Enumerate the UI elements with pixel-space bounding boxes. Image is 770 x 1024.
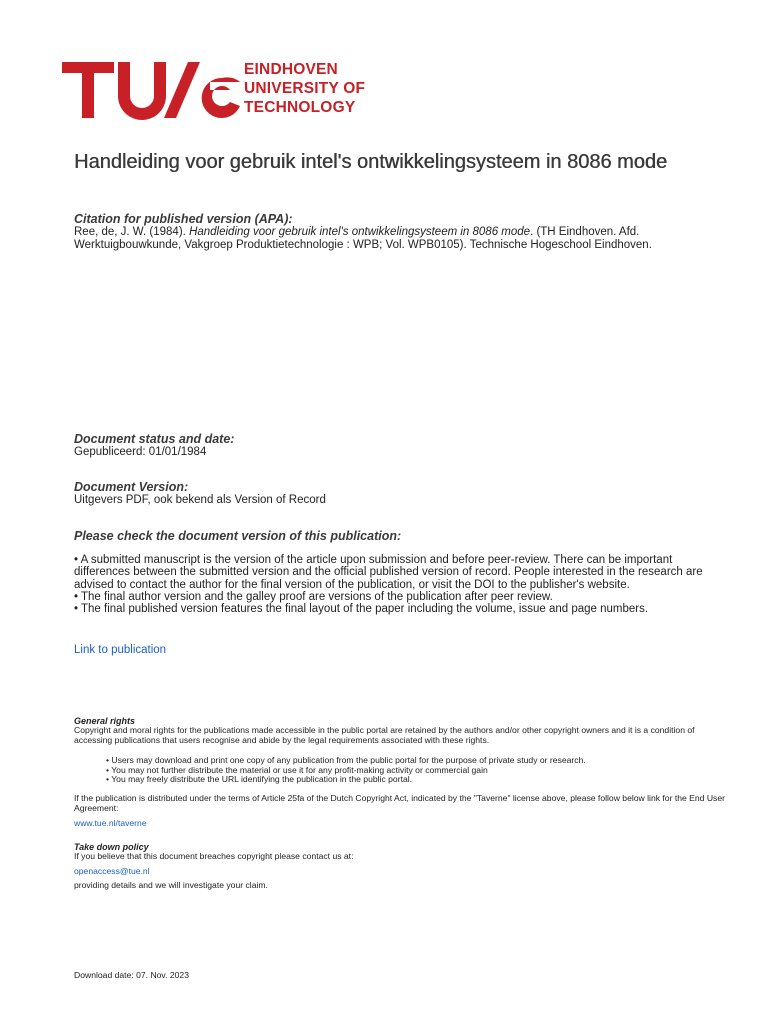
rights-item: • Users may download and print one copy of any publication from the public portal for the purpose of private study or research. [106, 755, 586, 765]
taverne-text: If the publication is distributed under the terms of Article 25fa of the Dutch Copyright Act, indicated by the "Taverne" license above, please follow below link for the End User Agreement: [74, 793, 725, 813]
university-name-line-3: TECHNOLOGY [244, 99, 356, 116]
citation-label: Citation for published version (APA): [74, 212, 293, 226]
version-value: Uitgevers PDF, ook bekend als Version of Record [74, 494, 326, 506]
check-item: • The final author version and the galley proof are versions of the publication after peer review. [74, 590, 553, 603]
taverne-section [74, 794, 734, 813]
document-title: Handleiding voor gebruik intel's ontwikkelingsysteem in 8086 mode [74, 151, 668, 173]
general-rights-section [74, 716, 734, 745]
check-item: • A submitted manuscript is the version of the article upon submission and before peer-review. There can be important differences between the submitted version and the official published version of record. People interested in the research are advised to contact the author for the final version of the publication, or visit the DOI to the publisher's website. [74, 554, 703, 591]
takedown-text: If you believe that this document breaches copyright please contact us at: [74, 851, 354, 861]
status-section [74, 432, 724, 459]
taverne-link[interactable]: www.tue.nl/taverne [74, 818, 147, 828]
download-date: Download date: 07. Nov. 2023 [74, 970, 189, 980]
rights-item: • You may freely distribute the URL identifying the publication in the public portal. [106, 774, 413, 785]
citation-work-title: Handleiding voor gebruik intel's ontwikkelingsysteem in 8086 mode [189, 226, 531, 238]
status-value: Gepubliceerd: 01/01/1984 [74, 446, 207, 458]
citation-section [74, 212, 724, 252]
status-label: Document status and date: [74, 432, 235, 446]
university-name-line-1: EINDHOVEN [244, 61, 338, 78]
rights-list [106, 756, 726, 785]
general-rights-text: Copyright and moral rights for the publications made accessible in the public portal are retained by the authors and/or other copyright owners and it is a condition of accessing publications that users recognise and abide by the legal requirements associated with these rights. [74, 725, 695, 745]
takedown-after-text: providing details and we will investigate your claim. [74, 880, 268, 890]
citation-authors: Ree, de, J. W. (1984). [74, 226, 190, 238]
version-section [74, 480, 724, 507]
citation-text [74, 226, 724, 252]
citation-rest: . (TH Eindhoven. Afd. Werktuigbouwkunde, Vakgroep Produktietechnologie : WPB; Vol. WPB0105). Technische Hogeschool Eindhoven. [74, 226, 652, 251]
takedown-label: Take down policy [74, 842, 149, 852]
general-rights-label: General rights [74, 716, 136, 726]
tue-logo [62, 58, 392, 122]
check-item: • The final published version features the final layout of the paper including the volume, issue and page numbers. [74, 603, 649, 616]
university-name [244, 60, 365, 117]
university-name-line-2: UNIVERSITY OF [244, 80, 366, 97]
version-label: Document Version: [74, 480, 189, 494]
check-section [74, 529, 724, 543]
takedown-after [74, 881, 724, 891]
link-to-publication[interactable]: Link to publication [74, 644, 167, 656]
tue-logo-mark-icon [62, 58, 242, 122]
check-label: Please check the document version of this publication: [74, 529, 402, 543]
rights-item: • You may not further distribute the material or use it for any profit-making activity or commercial gain [106, 764, 488, 775]
check-list [74, 554, 724, 615]
openaccess-email-link[interactable]: openaccess@tue.nl [74, 866, 150, 876]
takedown-section [74, 842, 724, 862]
